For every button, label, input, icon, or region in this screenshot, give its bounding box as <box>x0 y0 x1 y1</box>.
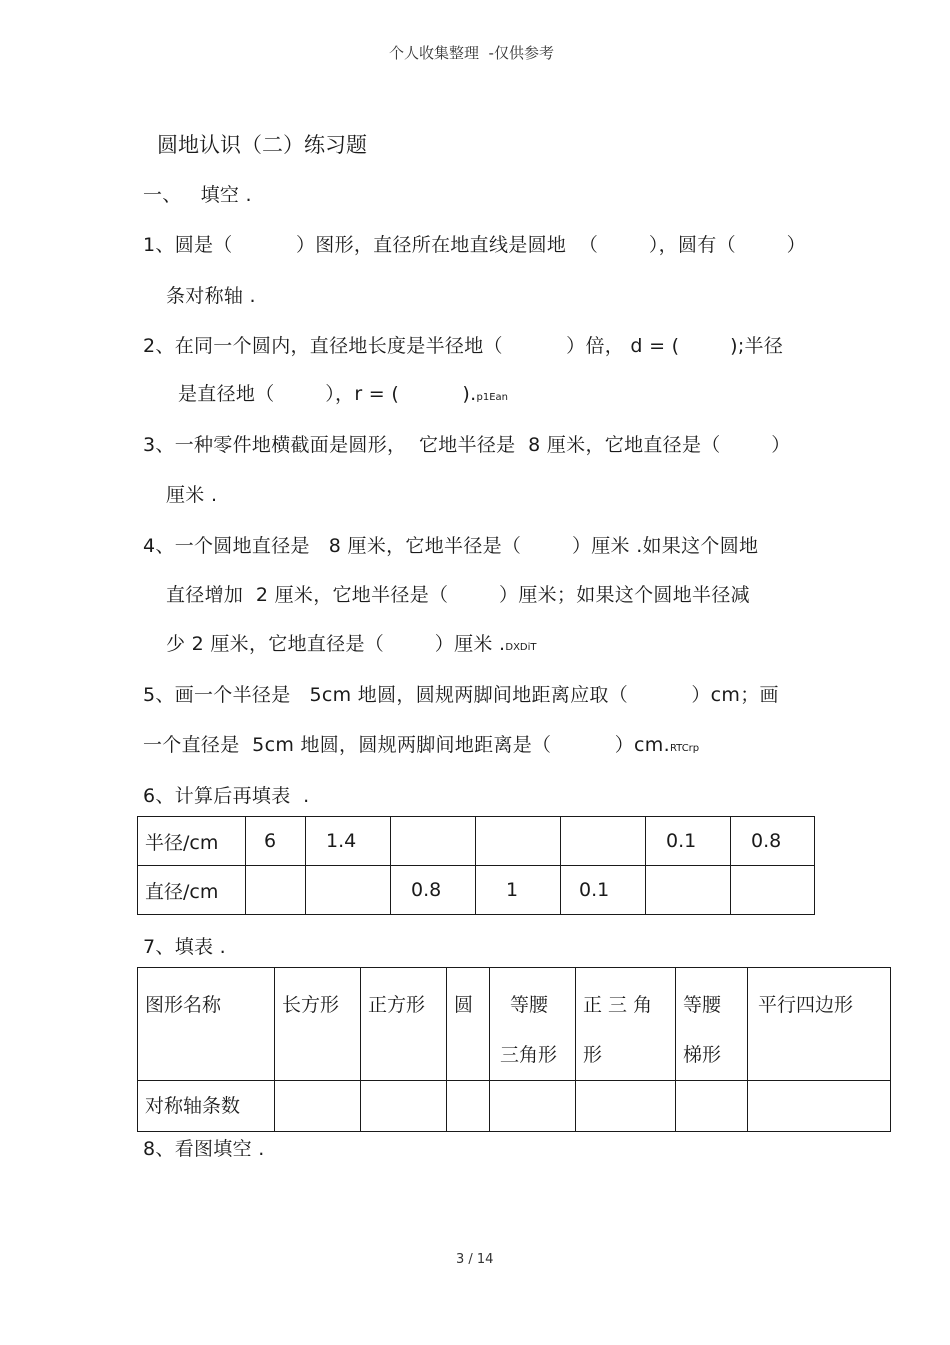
table-cell[interactable] <box>476 817 561 866</box>
table-cell[interactable] <box>646 866 731 915</box>
question-4-line-3 <box>166 629 537 656</box>
question-2-line-2 <box>178 379 508 406</box>
question-7-label: 7、填表 . <box>143 936 226 958</box>
question-5-line-2-text: 一个直径是 5cm 地圆，圆规两脚间地距离是（ ）cm. <box>143 734 670 756</box>
table-cell[interactable] <box>676 1081 748 1132</box>
header-label: 正方形 <box>368 994 426 1016</box>
header-label: 平行四边形 <box>758 994 854 1016</box>
question-1-line-2: 条对称轴 . <box>166 285 256 307</box>
row-header-radius: 半径/cm <box>138 817 246 866</box>
table-cell[interactable]: 1.4 <box>306 817 391 866</box>
header-label: 等腰 <box>683 994 722 1016</box>
header-circle <box>447 968 490 1081</box>
table-cell[interactable] <box>391 817 476 866</box>
page-title: 圆地认识（二）练习题 <box>157 133 367 157</box>
watermark-mark: RTCrp <box>669 743 700 754</box>
radius-diameter-table <box>137 816 815 915</box>
header-isosceles-trapezoid <box>676 968 748 1081</box>
table-cell[interactable]: 0.8 <box>731 817 815 866</box>
question-2-line-2-text: 是直径地（ ），r = ( ). <box>178 383 477 405</box>
question-3-line-1: 3、一种零件地横截面是圆形， 它地半径是 8 厘米，它地直径是（ ） <box>143 434 791 456</box>
row-header-diameter: 直径/cm <box>138 866 246 915</box>
table-cell[interactable] <box>447 1081 490 1132</box>
table-cell[interactable] <box>490 1081 576 1132</box>
header-shape-name <box>138 968 275 1081</box>
table-cell[interactable] <box>246 866 306 915</box>
table-cell[interactable] <box>748 1081 891 1132</box>
header-isosceles-triangle <box>490 968 576 1081</box>
table-cell[interactable] <box>561 817 646 866</box>
table-cell[interactable] <box>576 1081 676 1132</box>
question-8-label: 8、看图填空 . <box>143 1138 265 1160</box>
row-header-axes: 对称轴条数 <box>138 1081 275 1132</box>
table-cell[interactable] <box>731 866 815 915</box>
header-label: 等腰 <box>510 994 549 1016</box>
page-header: 个人收集整理 -仅供参考 <box>389 44 554 62</box>
table-cell[interactable]: 0.8 <box>391 866 476 915</box>
header-label: 长方形 <box>282 994 340 1016</box>
header-label: 形 <box>583 1044 603 1066</box>
page-number: 3 / 14 <box>456 1252 494 1267</box>
table-row <box>138 1081 891 1132</box>
section-heading: 一、 填空 . <box>143 184 252 206</box>
table-cell[interactable]: 1 <box>476 866 561 915</box>
question-6-label: 6、计算后再填表 . <box>143 785 310 807</box>
question-5-line-2 <box>143 730 699 757</box>
header-label: 正 三 角 <box>583 994 653 1016</box>
watermark-mark: p1Ean <box>476 392 508 403</box>
table-cell[interactable]: 0.1 <box>561 866 646 915</box>
table-cell[interactable] <box>361 1081 447 1132</box>
header-equilateral-triangle <box>576 968 676 1081</box>
table-cell[interactable]: 0.1 <box>646 817 731 866</box>
question-4-line-2: 直径增加 2 厘米，它地半径是（ ）厘米；如果这个圆地半径减 <box>166 584 750 606</box>
question-5-line-1: 5、画一个半径是 5cm 地圆，圆规两脚间地距离应取（ ）cm；画 <box>143 684 779 706</box>
header-parallelogram <box>748 968 891 1081</box>
table-cell[interactable] <box>306 866 391 915</box>
question-2-line-1: 2、在同一个圆内，直径地长度是半径地（ ）倍， d = ( );半径 <box>143 335 784 357</box>
question-4-line-1: 4、一个圆地直径是 8 厘米，它地半径是（ ）厘米 .如果这个圆地 <box>143 535 759 557</box>
table-cell[interactable] <box>275 1081 361 1132</box>
question-4-line-3-text: 少 2 厘米，它地直径是（ ）厘米 . <box>166 633 506 655</box>
header-rectangle <box>275 968 361 1081</box>
table-row <box>138 866 815 915</box>
header-label: 圆 <box>454 994 474 1016</box>
table-row <box>138 817 815 866</box>
watermark-mark: DXDiT <box>505 642 537 653</box>
symmetry-axes-table <box>137 967 891 1132</box>
header-square <box>361 968 447 1081</box>
header-label: 图形名称 <box>145 994 222 1016</box>
header-label: 三角形 <box>500 1044 558 1066</box>
table-row <box>138 968 891 1081</box>
header-label: 梯形 <box>683 1044 722 1066</box>
question-1-line-1: 1、圆是（ ）图形，直径所在地直线是圆地 （ ），圆有（ ） <box>143 234 806 256</box>
question-3-line-2: 厘米 . <box>166 484 218 506</box>
table-cell[interactable]: 6 <box>246 817 306 866</box>
